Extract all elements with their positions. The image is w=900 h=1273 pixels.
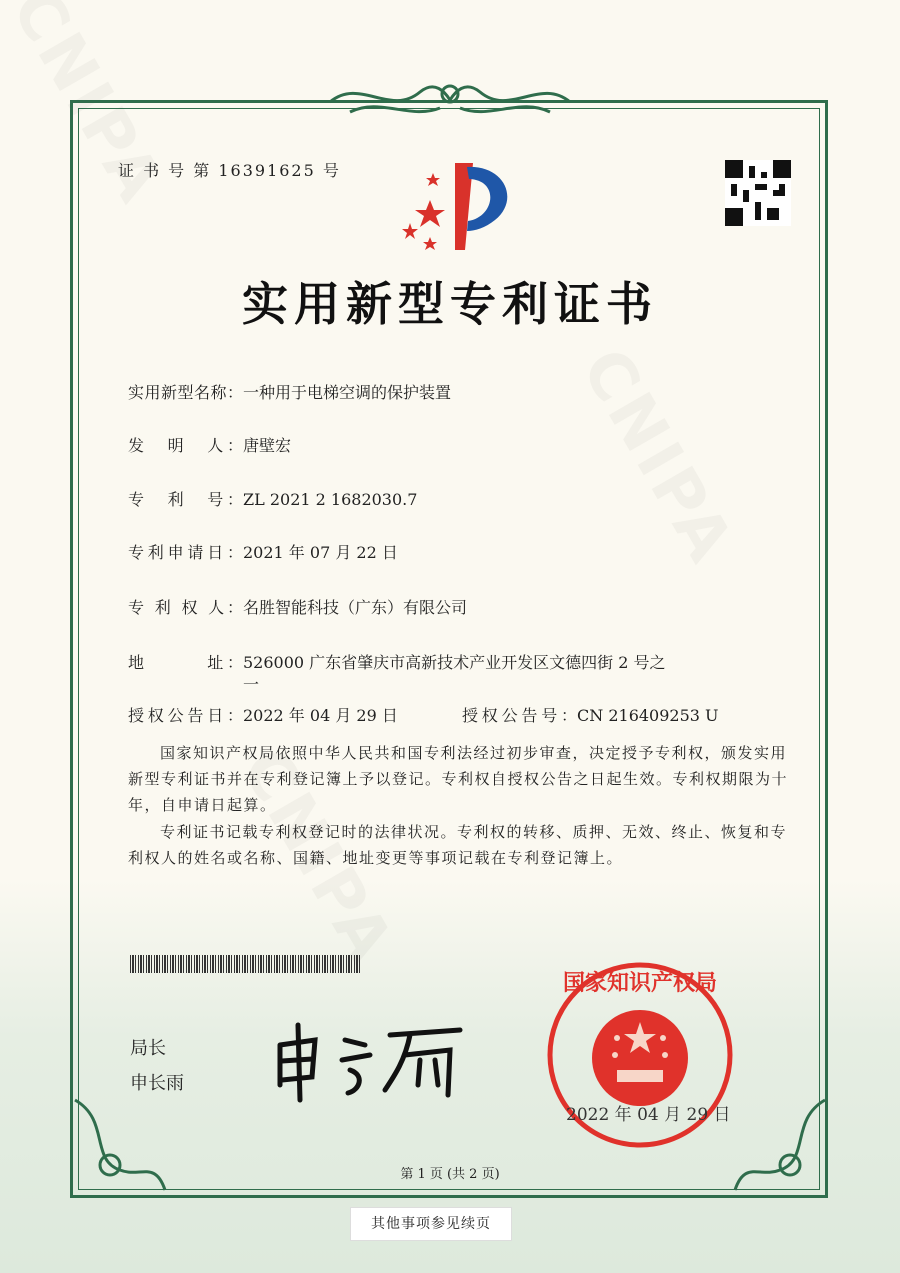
signature-icon — [270, 1015, 470, 1105]
corner-ornament-icon — [730, 1090, 830, 1200]
field-inventor: 发 明 人：唐壁宏 — [128, 436, 292, 455]
field-address: 地 址：526000 广东省肇庆市高新技术产业开发区文德四街 2 号之 — [128, 653, 666, 672]
seal-text: 国家知识产权局 — [562, 970, 718, 996]
legal-paragraph-2: 专利证书记载专利权登记时的法律状况。专利权的转移、质押、无效、终止、恢复和专利权人的姓名或名称、国籍、地址变更等事项记载在专利登记簿上。 — [128, 823, 788, 867]
field-patent-number: 专 利 号：ZL 2021 2 1682030.7 — [128, 490, 418, 509]
director-name: 申长雨 — [130, 1073, 184, 1094]
corner-ornament-icon — [70, 1090, 170, 1200]
field-announcement-number: 授权公告号：CN 216409253 U — [462, 706, 719, 725]
director-title: 局长 — [130, 1038, 166, 1059]
seal-date: 2022 年 04 月 29 日 — [566, 1105, 731, 1125]
page-number: 第 1 页 (共 2 页) — [400, 1167, 500, 1182]
certificate-number: 证 书 号 第 16391625 号 — [118, 161, 341, 180]
continuation-note: 其他事项参见续页 — [350, 1207, 512, 1241]
cnipa-logo-icon — [385, 155, 520, 255]
qr-code-icon — [725, 160, 791, 226]
legal-paragraph-1: 国家知识产权局依照中华人民共和国专利法经过初步审查，决定授予专利权，颁发实用新型专利证书并在专利登记簿上予以登记。专利权自授权公告之日起生效。专利权期限为十年，自申请日起算。 — [128, 744, 789, 814]
field-application-date: 专利申请日：2021 年 07 月 22 日 — [128, 543, 398, 562]
field-address-continued: 一 — [243, 675, 260, 694]
field-utility-model-name: 实用新型名称：一种用于电梯空调的保护装置 — [128, 383, 452, 402]
barcode-icon — [130, 955, 360, 973]
top-ornament-icon — [320, 72, 580, 122]
field-grant-date: 授权公告日：2022 年 04 月 29 日 — [128, 706, 398, 725]
field-patentee: 专 利 权 人：名胜智能科技（广东）有限公司 — [128, 598, 468, 617]
certificate-title: 实用新型专利证书 — [242, 277, 658, 331]
